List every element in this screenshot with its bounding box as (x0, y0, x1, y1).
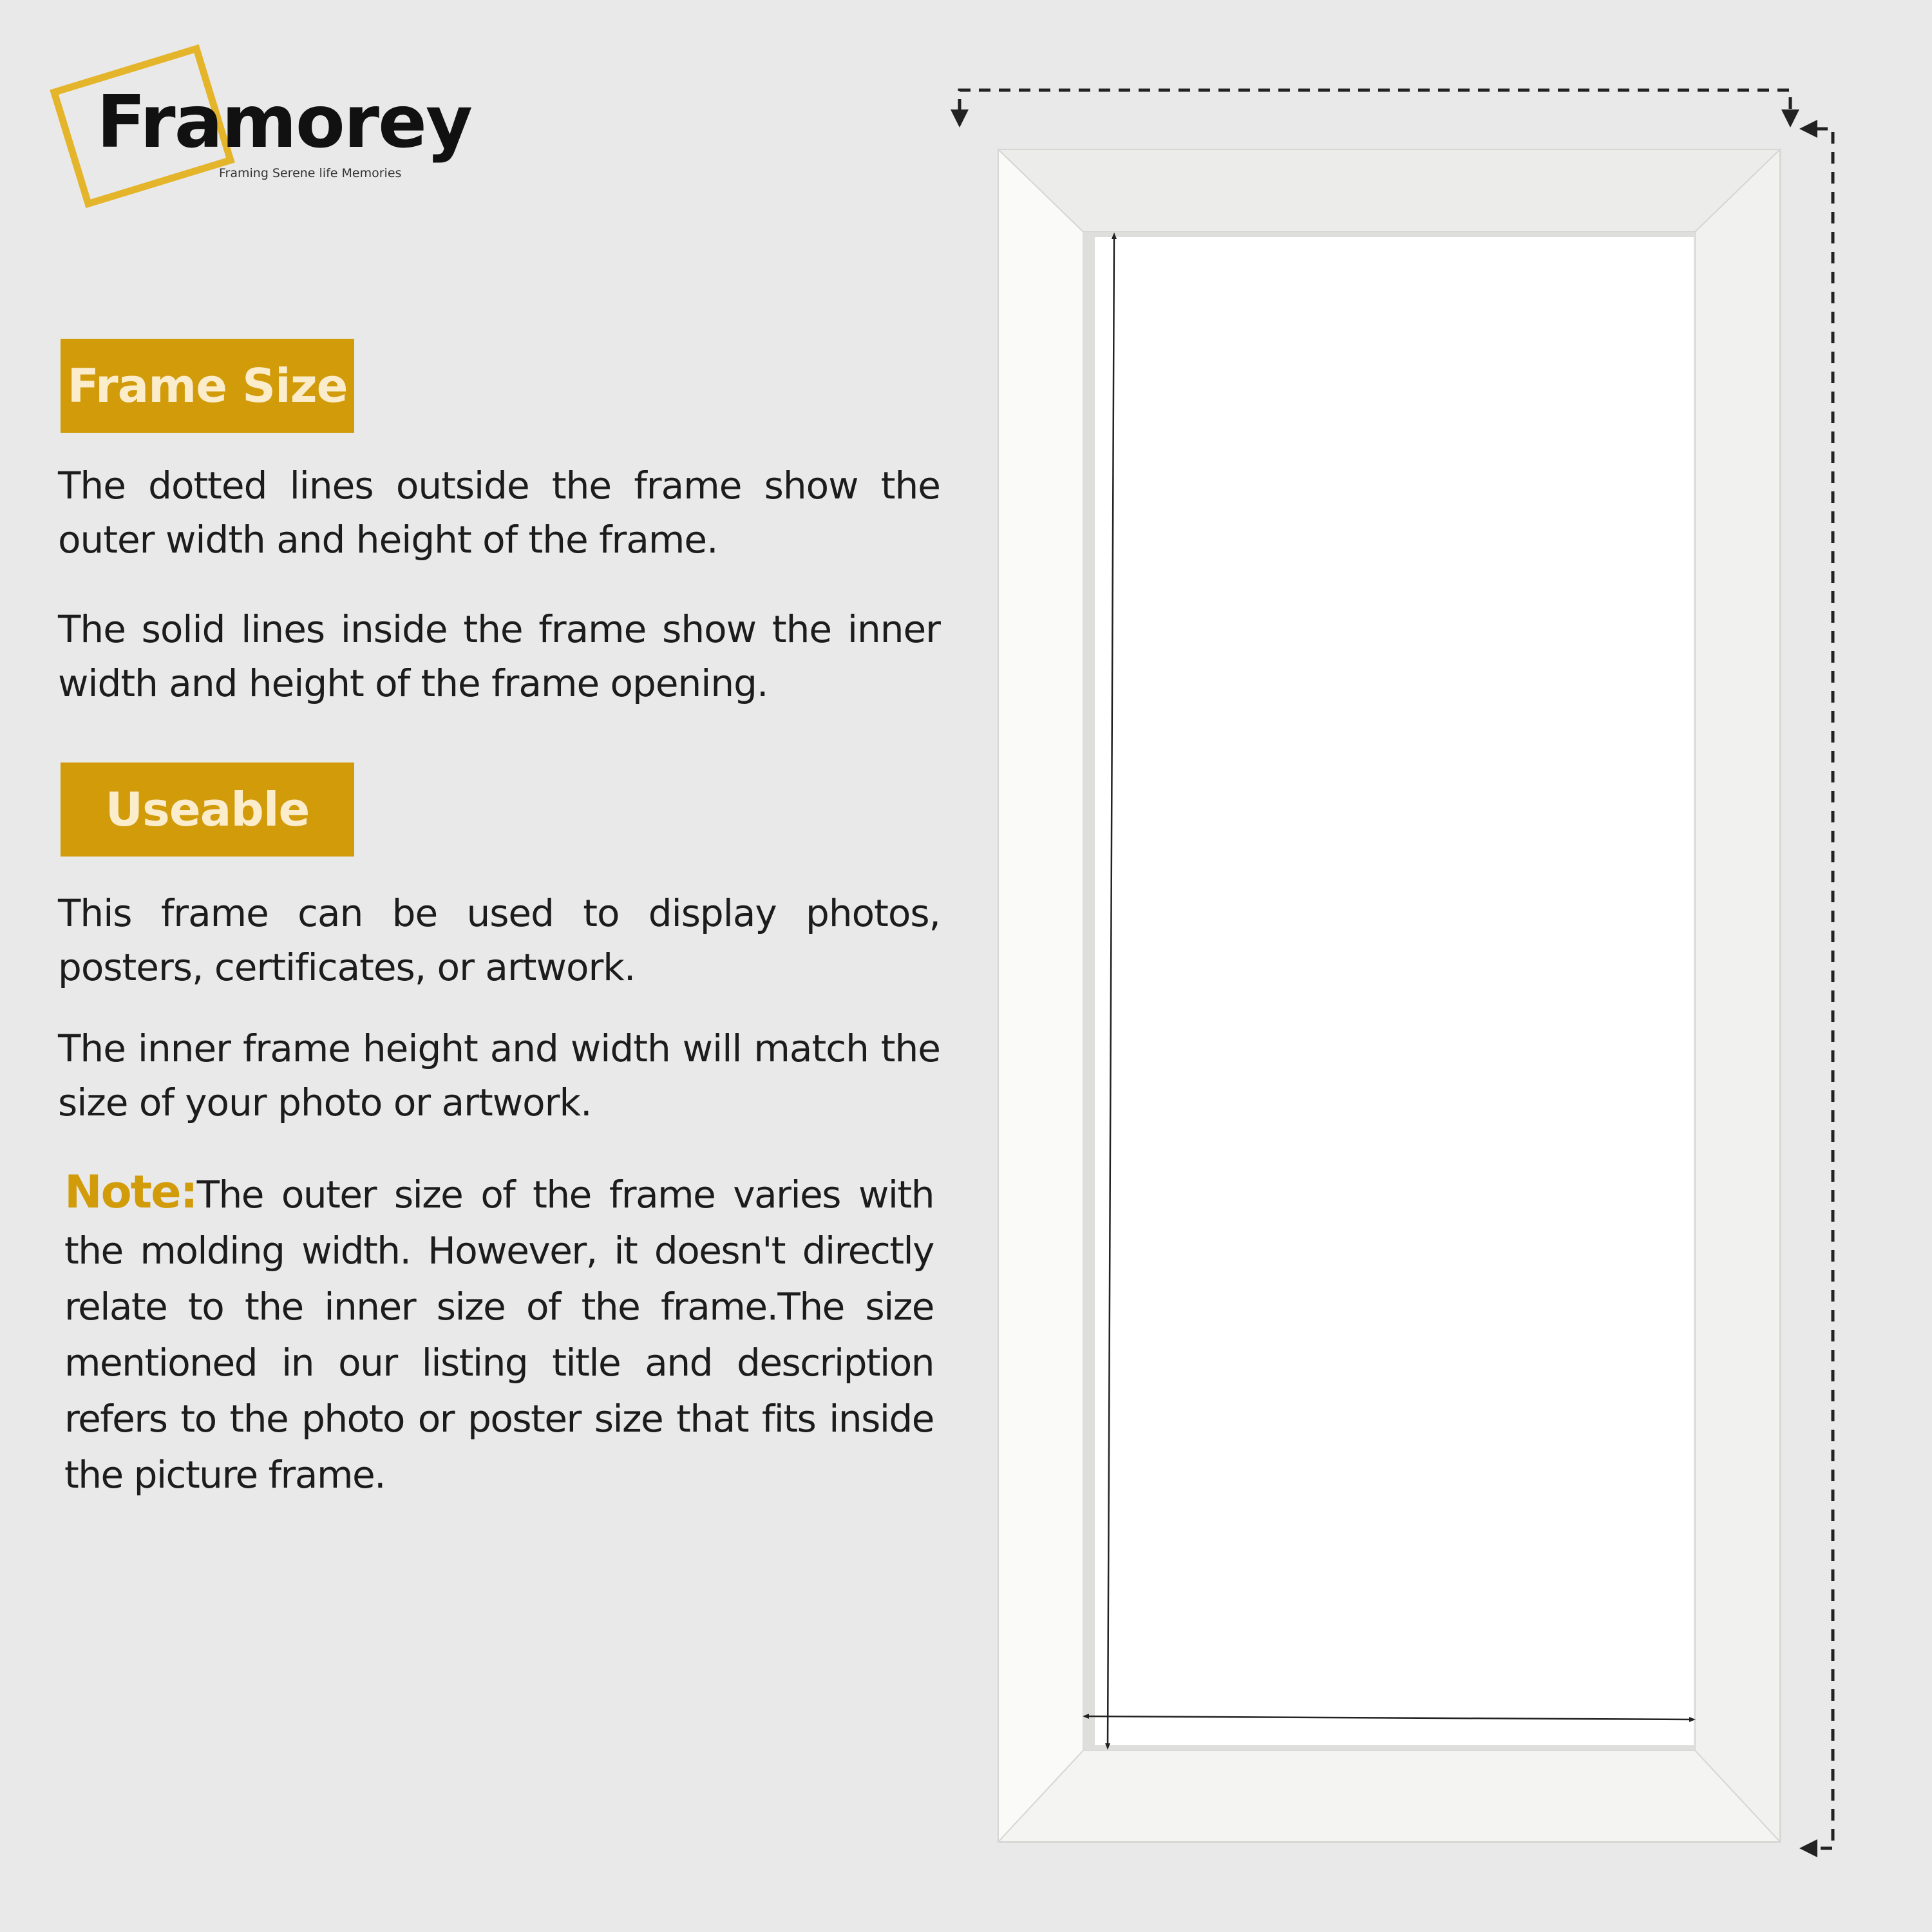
logo-wordmark: Framorey (97, 80, 472, 164)
note-label: Note: (64, 1166, 197, 1218)
frame-opening (1095, 237, 1694, 1745)
useable-heading: Useable (61, 762, 354, 857)
outer-width-dotted-line (951, 90, 1799, 128)
note-text: The outer size of the frame varies with the molding width. However, it doesn't directly relate to the inner size of the frame.The size mentioned in our listing title and description refers to the photo or poster size that fits inside the picture frame. (64, 1173, 934, 1497)
frame-size-paragraph-outer: The dotted lines outside the frame show the outer width and height of the frame. (58, 464, 940, 562)
outer-height-dotted-line (1799, 120, 1833, 1857)
frame-size-paragraph-inner: The solid lines inside the frame show the inner width and height of the frame opening. (58, 607, 940, 705)
picture-frame (998, 149, 1780, 1842)
frame-size-heading: Frame Size (61, 339, 354, 433)
useable-paragraph-display: This frame can be used to display photos, posters, certificates, or artwork. (58, 891, 940, 989)
logo-tagline: Framing Serene life Memories (219, 166, 402, 180)
useable-paragraph-match: The inner frame height and width will match the size of your photo or artwork. (58, 1027, 940, 1124)
